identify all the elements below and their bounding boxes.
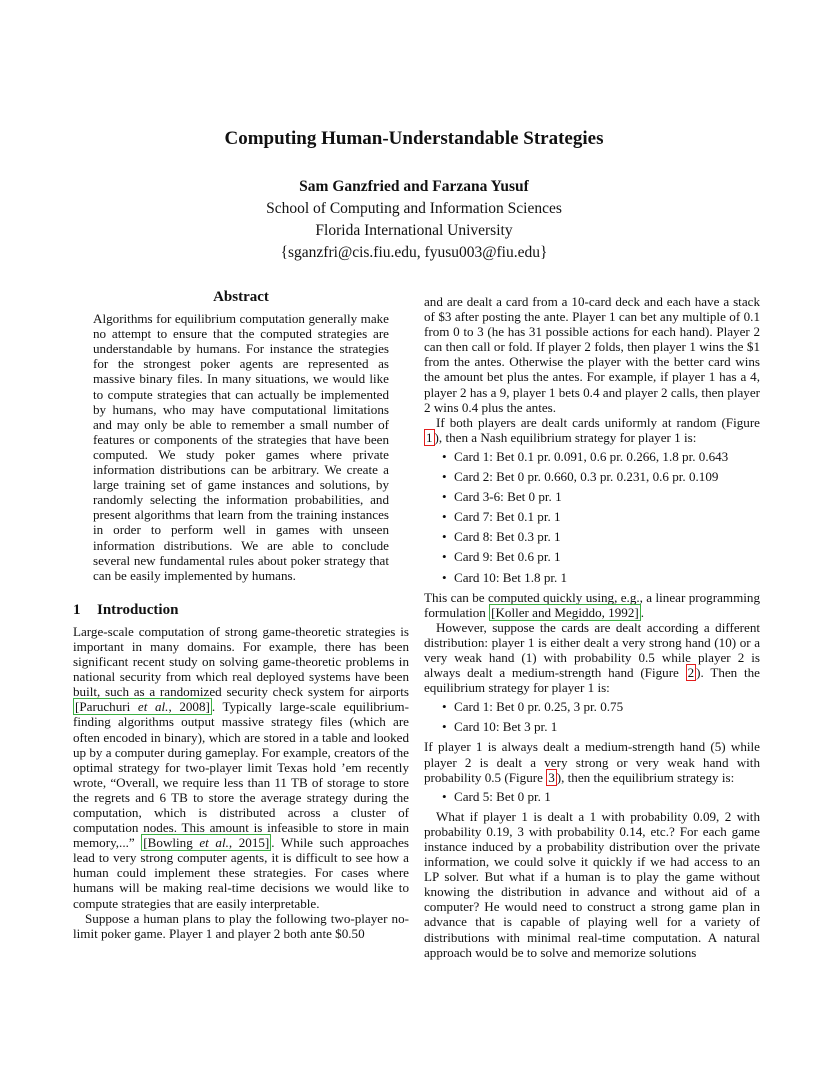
list-item (442, 469, 760, 484)
list-item (442, 449, 760, 464)
intro-paragraph-2: Suppose a human plans to play the following two-player no-limit poker game. Player 1 and player 2 both ante $0.50 (73, 910, 409, 941)
intro-text: . While such approaches lead to very strong computer agents, it is difficult to see how a human could implement these strategies. For cases where humans will be making real-time decisions we would like to compute strategies that are easily interpretable. (73, 835, 409, 911)
bullet-icon: • (442, 529, 447, 545)
strategy-list-medium (424, 789, 760, 804)
citation-text: [Bowling (143, 835, 200, 851)
citation-text: [Paruchuri (75, 699, 138, 715)
author-block (0, 176, 828, 264)
list-item-text: Card 10: Bet 3 pr. 1 (454, 719, 558, 735)
body-text: ), then a Nash equilibrium strategy for player 1 is: (434, 429, 697, 445)
list-item (442, 509, 760, 524)
bullet-icon: • (442, 469, 447, 485)
intro-paragraph-1 (73, 624, 409, 911)
list-item-text: Card 1: Bet 0 pr. 0.25, 3 pr. 0.75 (454, 699, 624, 715)
strategy-list-uniform (424, 449, 760, 585)
citation-link[interactable] (73, 698, 212, 715)
list-item-text: Card 10: Bet 1.8 pr. 1 (454, 569, 568, 585)
left-column (73, 290, 409, 941)
lp-paragraph (424, 590, 760, 620)
list-item-text: Card 9: Bet 0.6 pr. 1 (454, 549, 561, 565)
bullet-icon: • (442, 448, 447, 464)
list-item (442, 489, 760, 504)
body-text: This can be computed quickly using, e.g., a linear programming formulation (424, 589, 760, 620)
citation-year: , 2008] (168, 699, 210, 715)
right-column (424, 294, 760, 960)
affiliation-school: School of Computing and Information Sciences (266, 200, 562, 217)
list-item (442, 570, 760, 585)
citation-link[interactable] (141, 834, 271, 851)
list-item-text: Card 1: Bet 0.1 pr. 0.091, 0.6 pr. 0.266, 1.8 pr. 0.643 (454, 448, 729, 464)
intro-text: Large-scale computation of strong game-theoretic strategies is important in many domains. For example, there has been significant recent study on solving game-theoretic problems in national security from which real deployed systems have been built, such as a randomized security check system for airports (73, 623, 409, 700)
bullet-icon: • (442, 569, 447, 585)
section-heading-introduction (73, 603, 409, 618)
affiliation-university: Florida International University (315, 222, 513, 239)
body-text: If both players are dealt cards uniformly at random (Figure (436, 414, 760, 430)
author-emails: {sganzfri@cis.fiu.edu, fyusu003@fiu.edu} (280, 244, 548, 261)
bullet-icon: • (442, 509, 447, 525)
body-text: . (640, 604, 645, 620)
list-item (442, 789, 760, 804)
bullet-icon: • (442, 489, 447, 505)
figure-ref-link[interactable]: 3 (548, 769, 555, 785)
game-description-paragraph: and are dealt a card from a 10-card deck and each have a stack of $3 after posting the ante. Player 1 can bet any multiple of 0.1 from 0 to 3 (he has 31 possible actions for each hand). Player 2 can then call or fold. If player 2 folds, then player 1 wins the $1 from the antes. Otherwise the player with the better card wins the amount bet plus the antes. For example, if player 1 has a 4, player 2 has a 9, player 1 bets 0.4 and player 2 calls, then player 2 wins 0.4 plus the antes. (424, 294, 760, 415)
list-item-text: Card 5: Bet 0 pr. 1 (454, 788, 551, 804)
abstract-heading: Abstract (213, 289, 269, 305)
uniform-paragraph (424, 415, 760, 445)
abstract-text: Algorithms for equilibrium computation generally make no attempt to ensure that the computed strategies are understandable by humans. For instance the strategies for the strongest poker agents are represented as massive binary files. In many situations, we would like to compute strategies that can actually be implemented by humans, who may have computational limitations and may only be able to remember a small number of features or components of the strategies that have been computed. We study poker games where private information distributions can be arbitrary. We create a large training set of game instances and solutions, by randomly selecting the information probabilities, and present algorithms that learn from the training instances in order to perform well in games with unseen information distributions. We are able to conclude several new fundamental rules about poker strategy that can be easily implemented by humans. (93, 311, 389, 583)
body-text: If player 1 is always dealt a medium-strength hand (5) while player 2 is dealt a very strong or very weak hand with probability 0.5 (Figure (424, 739, 760, 785)
section-title: Introduction (97, 601, 179, 618)
figure-ref-link[interactable]: 1 (426, 429, 433, 445)
bullet-icon: • (442, 788, 447, 804)
different-distribution-paragraph (424, 620, 760, 695)
citation-year: , 2015] (228, 835, 270, 851)
bullet-icon: • (442, 549, 447, 565)
list-item-text: Card 3-6: Bet 0 pr. 1 (454, 489, 562, 505)
section-number: 1 (73, 601, 81, 618)
citation-etal: et al. (199, 835, 229, 851)
medium-hand-paragraph (424, 739, 760, 784)
bullet-icon: • (442, 699, 447, 715)
intro-text: . Typically large-scale equilibrium-finding algorithms output massive strategy files (which are often encoded in binary), which are stored in a table and looked up by a computer during gameplay. For example, creators of the optimal strategy for two-player limit Texas hold ’em recently wrote, “Overall, we require less than 11 TB of storage to store the regrets and 6 TB to store the average strategy during the computation, which is distributed across a cluster of computation nodes. This amount is infeasible to store in main memory,...” (73, 699, 409, 851)
bullet-icon: • (442, 719, 447, 735)
list-item (442, 699, 760, 714)
strategy-list-strong-weak (424, 699, 760, 734)
list-item-text: Card 7: Bet 0.1 pr. 1 (454, 509, 561, 525)
body-text: ). Then the equilibrium strategy for player 1 is: (424, 665, 760, 696)
list-item (442, 719, 760, 734)
body-text: ), then the equilibrium strategy is: (556, 769, 735, 785)
list-item-text: Card 2: Bet 0 pr. 0.660, 0.3 pr. 0.231, 0.6 pr. 0.109 (454, 469, 719, 485)
list-item (442, 549, 760, 564)
human-play-paragraph: What if player 1 is dealt a 1 with probability 0.09, 2 with probability 0.19, 3 with probability 0.14, etc.? For each game instance induced by a probability distribution over the private information, we could solve it quickly if we had access to an LP solver. But what if a human is to play the game without knowing the distribution in advance and without aid of a computer? He would need to construct a strong game plan in advance that is capable of playing well for a variety of distributions with minimal real-time computation. A natural approach would be to solve and memorize solutions (424, 808, 760, 960)
figure-ref-link[interactable]: 2 (687, 665, 695, 681)
body-text: However, suppose the cards are dealt according a different distribution: player 1 is either dealt a very strong hand (10) or a very weak hand (1) with probability 0.5 while player 2 is always dealt a medium-strength hand (Figure (424, 619, 760, 681)
citation-etal: et al. (137, 699, 169, 715)
citation-link[interactable]: [Koller and Megiddo, 1992] (491, 604, 639, 620)
author-names: Sam Ganzfried and Farzana Yusuf (299, 178, 529, 195)
list-item (442, 529, 760, 544)
paper-title: Computing Human-Understandable Strategies (224, 128, 604, 149)
list-item-text: Card 8: Bet 0.3 pr. 1 (454, 529, 561, 545)
